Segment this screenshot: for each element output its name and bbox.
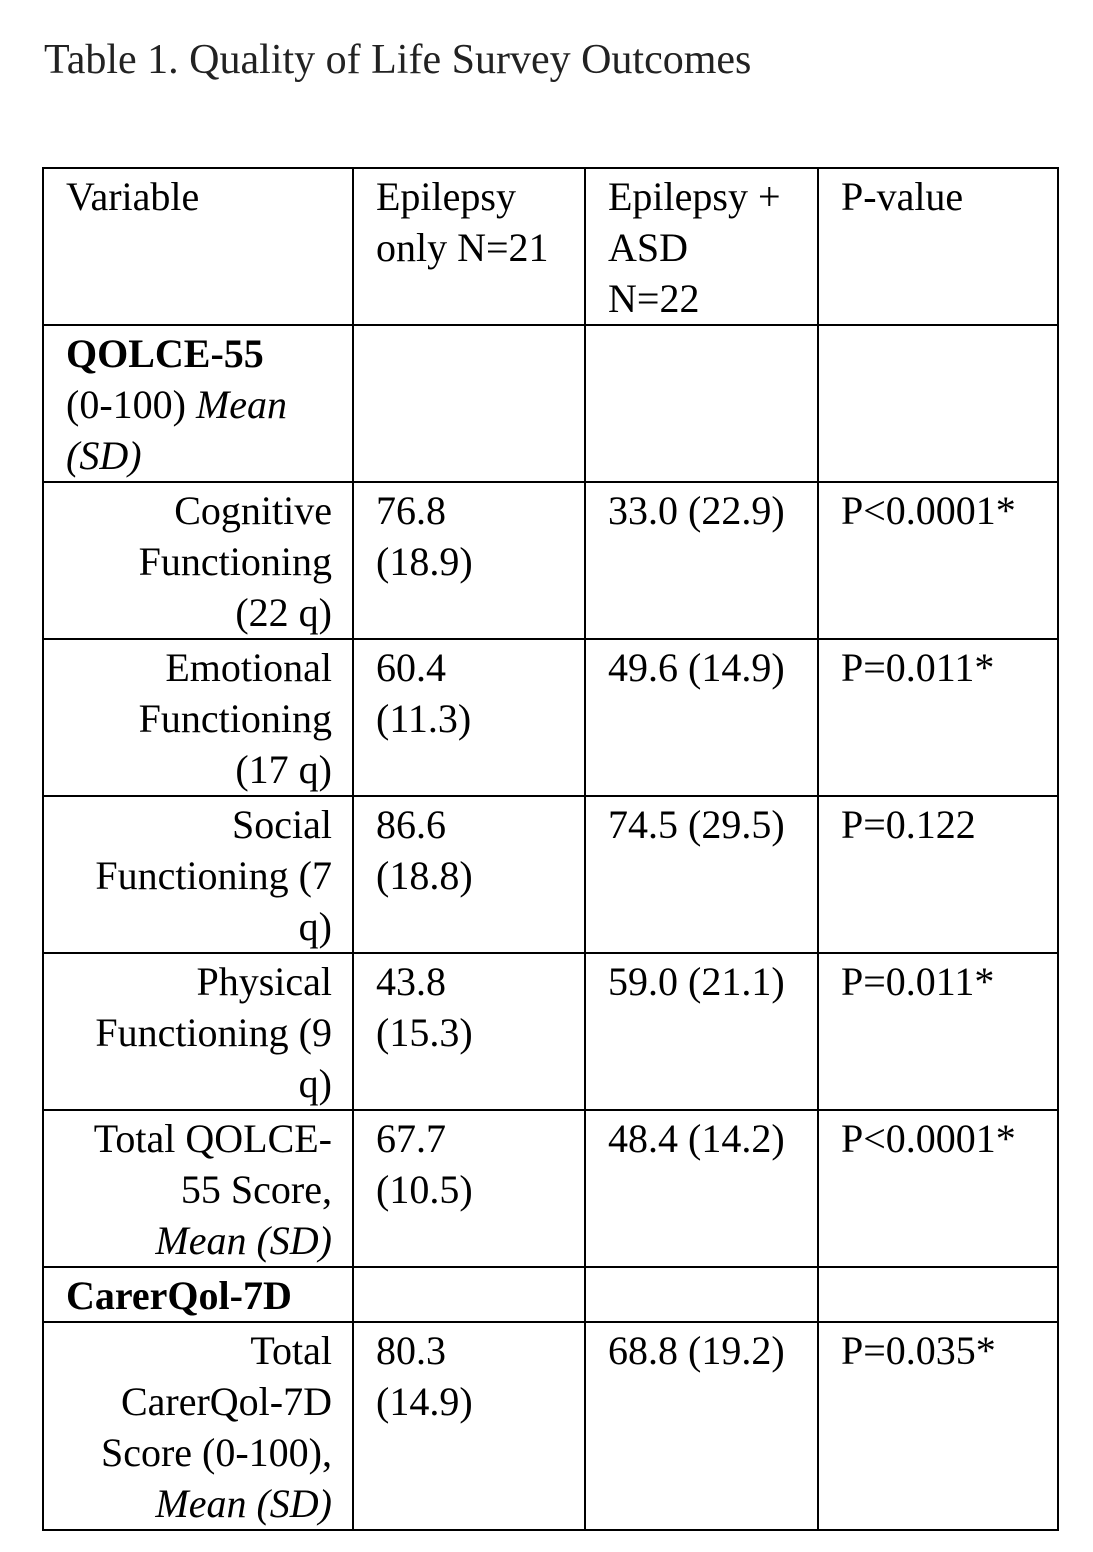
header-epilepsy-asd: Epilepsy + ASD N=22 (585, 168, 818, 325)
section-label-qolce: QOLCE-55 (0-100) Mean (SD) (43, 325, 353, 482)
table-row (43, 796, 1058, 953)
pvalue: P=0.035* (818, 1322, 1058, 1530)
table-row-total-qolce (43, 1110, 1058, 1267)
table-caption: Table 1. Quality of Life Survey Outcomes (44, 37, 752, 83)
table-row (43, 953, 1058, 1110)
epilepsy-only-value: 67.7 (10.5) (353, 1110, 585, 1267)
epilepsy-asd-value: 59.0 (21.1) (585, 953, 818, 1110)
empty-cell (353, 325, 585, 482)
section-row-qolce (43, 325, 1058, 482)
row-label: Total QOLCE- 55 Score, Mean (SD) (43, 1110, 353, 1267)
header-variable: Variable (43, 168, 353, 325)
epilepsy-asd-value: 48.4 (14.2) (585, 1110, 818, 1267)
row-label: Social Functioning (7 q) (43, 796, 353, 953)
epilepsy-asd-value: 74.5 (29.5) (585, 796, 818, 953)
section-row-carerqol (43, 1267, 1058, 1322)
table-row-total-carerqol (43, 1322, 1058, 1530)
pvalue: P<0.0001* (818, 482, 1058, 639)
row-label: Emotional Functioning (17 q) (43, 639, 353, 796)
epilepsy-asd-value: 68.8 (19.2) (585, 1322, 818, 1530)
empty-cell (585, 1267, 818, 1322)
empty-cell (818, 325, 1058, 482)
epilepsy-only-value: 80.3 (14.9) (353, 1322, 585, 1530)
pvalue: P=0.122 (818, 796, 1058, 953)
epilepsy-asd-value: 33.0 (22.9) (585, 482, 818, 639)
header-pvalue: P-value (818, 168, 1058, 325)
pvalue: P=0.011* (818, 639, 1058, 796)
epilepsy-only-value: 43.8 (15.3) (353, 953, 585, 1110)
row-label: Total CarerQol-7D Score (0-100), Mean (SD) (43, 1322, 353, 1530)
pvalue: P=0.011* (818, 953, 1058, 1110)
row-label: Physical Functioning (9 q) (43, 953, 353, 1110)
table-row (43, 482, 1058, 639)
outcomes-table (42, 167, 1059, 1531)
section-label-carerqol: CarerQol-7D (43, 1267, 353, 1322)
header-epilepsy-only: Epilepsy only N=21 (353, 168, 585, 325)
epilepsy-only-value: 86.6 (18.8) (353, 796, 585, 953)
empty-cell (585, 325, 818, 482)
epilepsy-only-value: 60.4 (11.3) (353, 639, 585, 796)
header-row (43, 168, 1058, 325)
empty-cell (818, 1267, 1058, 1322)
empty-cell (353, 1267, 585, 1322)
epilepsy-only-value: 76.8 (18.9) (353, 482, 585, 639)
epilepsy-asd-value: 49.6 (14.9) (585, 639, 818, 796)
row-label: Cognitive Functioning (22 q) (43, 482, 353, 639)
table-row (43, 639, 1058, 796)
pvalue: P<0.0001* (818, 1110, 1058, 1267)
